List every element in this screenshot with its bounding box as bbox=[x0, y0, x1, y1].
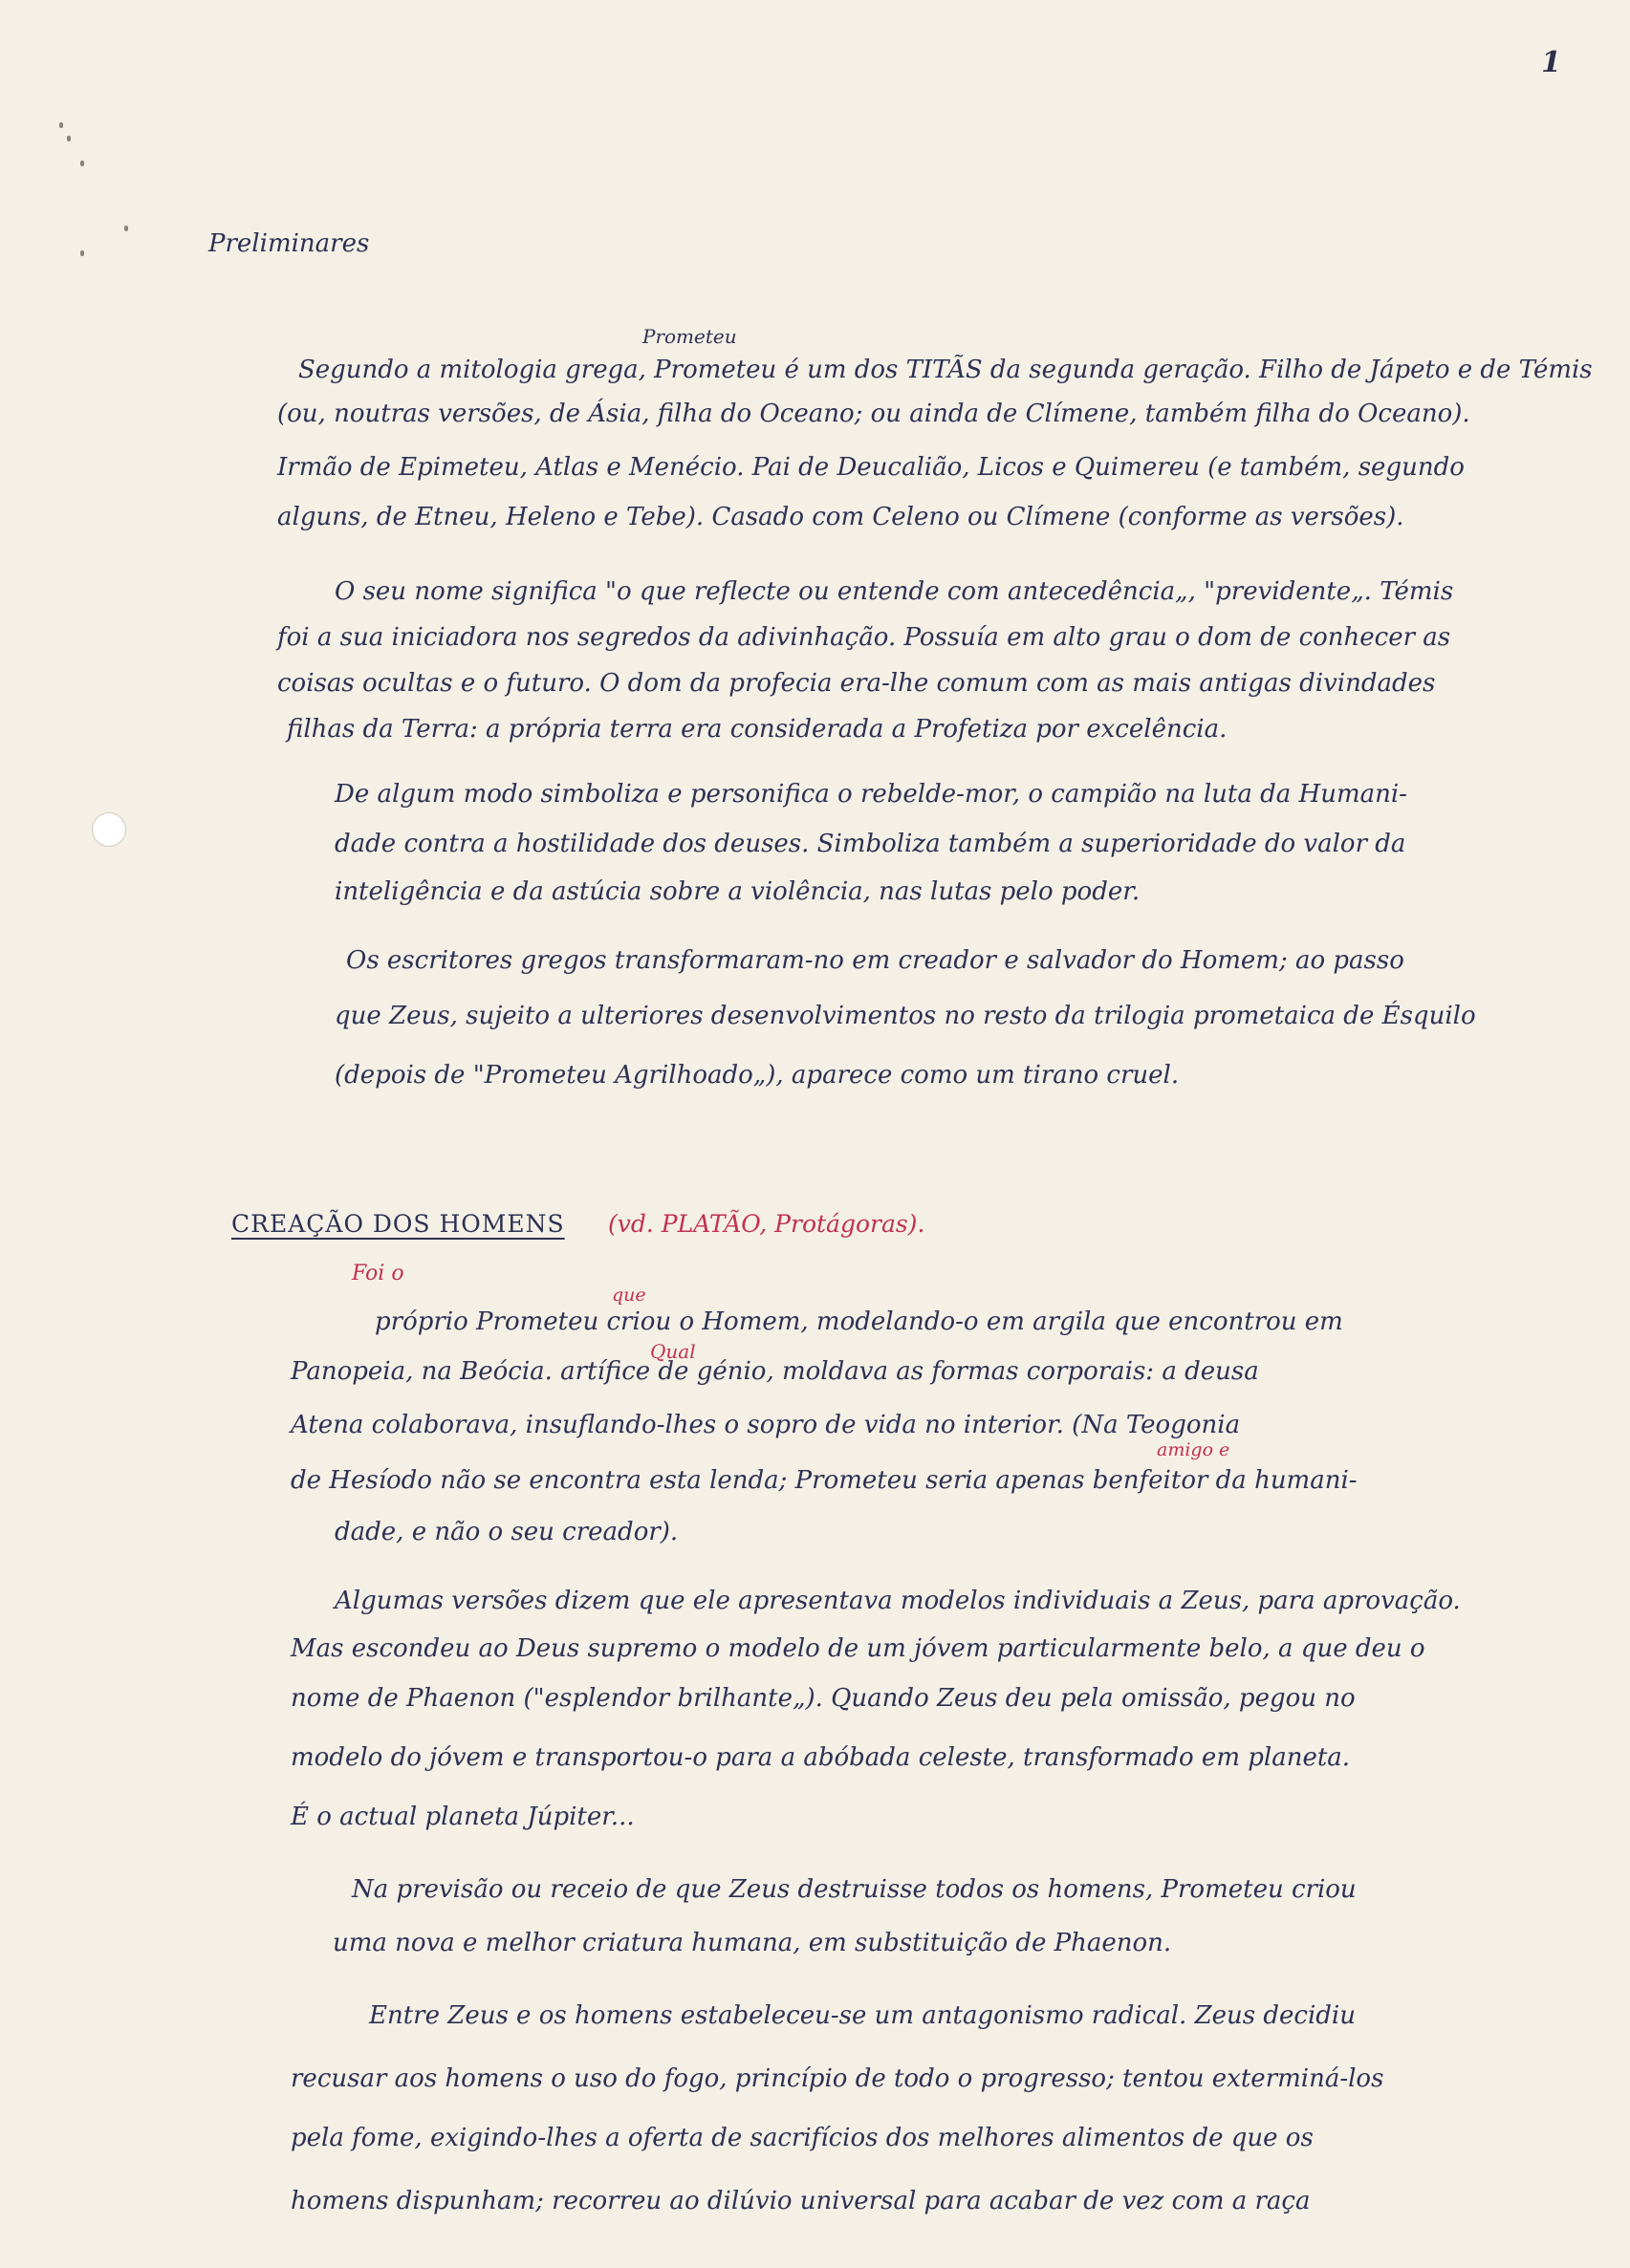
text-line: De algum modo simboliza e personifica o rebelde-mor, o campião na luta da Humani- bbox=[335, 780, 1407, 809]
text-line: filhas da Terra: a própria terra era considerada a Profetiza por excelência. bbox=[287, 715, 1228, 744]
section-heading-preliminares: Preliminares bbox=[208, 229, 370, 258]
text-line: Os escritores gregos transformaram-no em creador e salvador do Homem; ao passo bbox=[346, 946, 1404, 975]
text-line: (depois de "Prometeu Agrilhoado„), aparece como um tirano cruel. bbox=[335, 1061, 1180, 1090]
insert-foi-o: Foi o bbox=[352, 1262, 404, 1285]
text-line: alguns, de Etneu, Heleno e Tebe). Casado com Celeno ou Clímene (conforme as versões). bbox=[277, 503, 1404, 531]
text-line: Algumas versões dizem que ele apresentava modelos individuais a Zeus, para aprovação. bbox=[335, 1587, 1461, 1615]
text-line: inteligência e da astúcia sobre a violência, nas lutas pelo poder. bbox=[335, 877, 1141, 906]
text-line: Irmão de Epimeteu, Atlas e Menécio. Pai de Deucalião, Licos e Quimereu (e também, segundo bbox=[277, 453, 1465, 482]
text-line: É o actual planeta Júpiter... bbox=[291, 1803, 635, 1831]
text-line: próprio Prometeu criou o Homem, modelando-o em argila que encontrou em bbox=[375, 1307, 1343, 1336]
text-line: homens dispunham; recorreu ao dilúvio universal para acabar de vez com a raça bbox=[291, 2187, 1311, 2215]
text-line: Na previsão ou receio de que Zeus destruisse todos os homens, Prometeu criou bbox=[352, 1875, 1357, 1904]
paper-speck bbox=[59, 122, 63, 128]
text-line: recusar aos homens o uso do fogo, princípio de todo o progresso; tentou exterminá-los bbox=[291, 2064, 1384, 2093]
insert-que: que bbox=[612, 1285, 646, 1306]
paper-speck bbox=[67, 136, 71, 141]
paper-speck bbox=[80, 161, 84, 166]
text-line: pela fome, exigindo-lhes a oferta de sacrifícios dos melhores alimentos de que os bbox=[291, 2124, 1314, 2152]
paper-speck bbox=[124, 226, 128, 231]
insert-amigo-e: amigo e bbox=[1157, 1439, 1230, 1460]
text-line: foi a sua iniciadora nos segredos da adivinhação. Possuía em alto grau o dom de conhecer as bbox=[277, 623, 1451, 652]
insert-prometeu: Prometeu bbox=[642, 325, 737, 348]
text-line: Atena colaborava, insuflando-lhes o sopro de vida no interior. (Na Teogonia bbox=[291, 1411, 1241, 1439]
text-line: O seu nome significa "o que reflecte ou entende com antecedência„, "previdente„. Témis bbox=[335, 577, 1454, 606]
text-line: dade, e não o seu creador). bbox=[335, 1518, 679, 1546]
punch-hole bbox=[92, 812, 126, 847]
page-number: 1 bbox=[1541, 46, 1561, 79]
text-line: dade contra a hostilidade dos deuses. Simboliza também a superioridade do valor da bbox=[335, 830, 1406, 858]
text-line: Mas escondeu ao Deus supremo o modelo de um jóvem particularmente belo, a que deu o bbox=[291, 1634, 1425, 1663]
text-line: nome de Phaenon ("esplendor brilhante„). Quando Zeus deu pela omissão, pegou no bbox=[291, 1684, 1356, 1713]
section-title: CREAÇÃO DOS HOMENS bbox=[231, 1210, 565, 1238]
text-line: uma nova e melhor criatura humana, em substituição de Phaenon. bbox=[333, 1929, 1172, 1957]
text-line: Segundo a mitologia grega, Prometeu é um dos TITÃS da segunda geração. Filho de Jápeto e de Témis bbox=[298, 356, 1593, 384]
text-line: (ou, noutras versões, de Ásia, filha do Oceano; ou ainda de Clímene, também filha do Oceano). bbox=[277, 400, 1470, 428]
paper-speck bbox=[80, 250, 84, 256]
text-line: coisas ocultas e o futuro. O dom da profecia era-lhe comum com as mais antigas divindades bbox=[277, 669, 1436, 698]
text-line: de Hesíodo não se encontra esta lenda; Prometeu seria apenas benfeitor da humani- bbox=[291, 1466, 1358, 1495]
section-reference: (vd. PLATÃO, Protágoras). bbox=[608, 1210, 925, 1238]
insert-qual: Qual bbox=[650, 1340, 696, 1363]
text-line: Panopeia, na Beócia. artífice de génio, moldava as formas corporais: a deusa bbox=[291, 1357, 1259, 1386]
text-line: Entre Zeus e os homens estabeleceu-se um antagonismo radical. Zeus decidiu bbox=[369, 2001, 1356, 2030]
text-line: que Zeus, sujeito a ulteriores desenvolvimentos no resto da trilogia prometaica de Ésquilo bbox=[335, 1002, 1476, 1030]
text-line: modelo do jóvem e transportou-o para a abóbada celeste, transformado em planeta. bbox=[291, 1743, 1351, 1772]
